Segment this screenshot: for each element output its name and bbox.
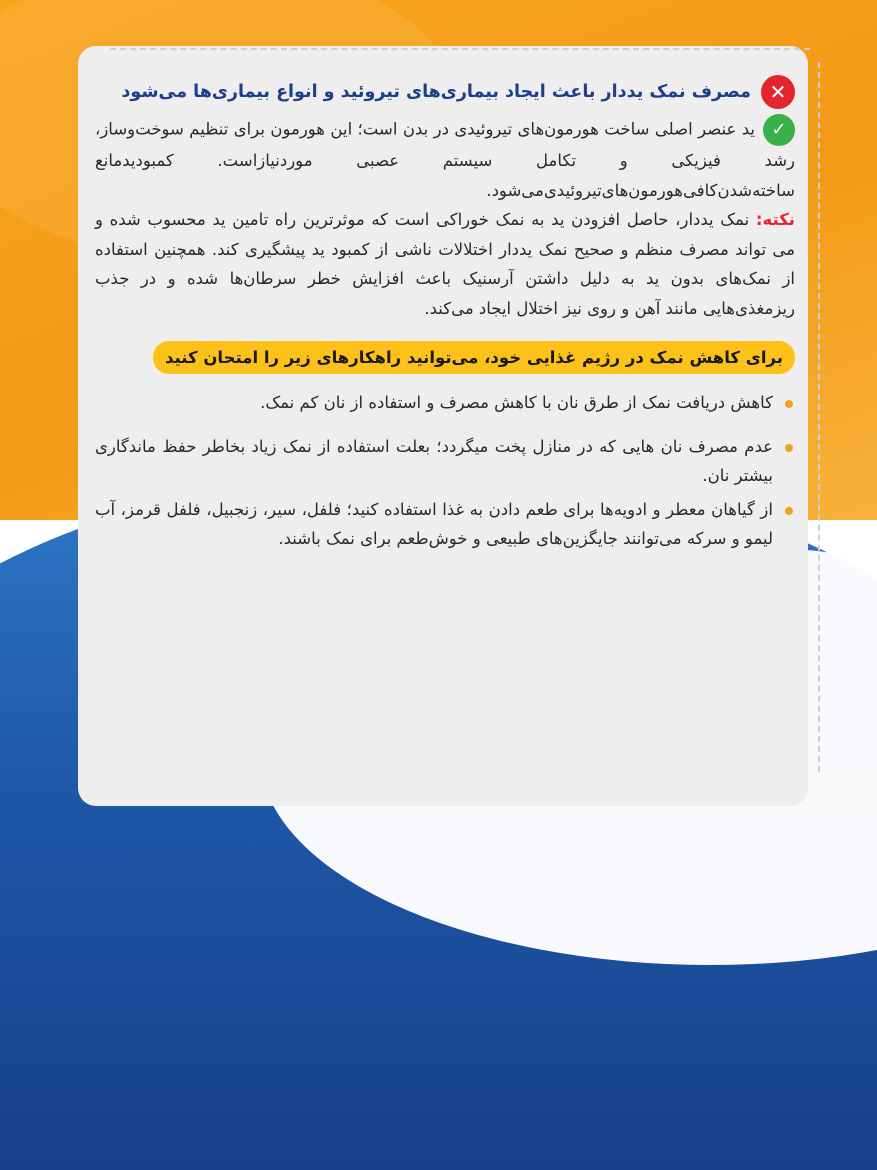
bullet-dot-icon [785,400,793,408]
card-content [95,70,795,554]
tip-text: کاهش دریافت نمک از طرق نان با کاهش مصرف و استفاده از نان کم نمک. [260,393,773,412]
myth-row [95,70,795,114]
tip-item [95,388,795,418]
fact-text: ید عنصر اصلی ساخت هورمون‌های تیروئیدی در بدن است؛ این هورمون برای تنظیم سوخت‌وساز، رشد فیزیکی و تکامل سیستم عصبی موردنیازاست. کمبودیدمانع ساخته‌شدن‌کافی‌هورمون‌های‌تیروئیدی‌می‌شود. [95,119,795,200]
note-paragraph [95,205,795,323]
tip-item [95,432,795,491]
bullet-dot-icon [785,507,793,515]
tips-list [95,388,795,554]
fact-paragraph [95,114,795,205]
dashed-border-right [818,62,820,772]
bullet-dot-icon [785,444,793,452]
tip-text: عدم مصرف نان هایی که در منازل پخت میگردد؛ بعلت استفاده از نمک زیاد بخاطر حفظ ماندگاری بیشتر نان. [95,436,773,485]
tip-item [95,495,795,554]
note-label: نکته: [755,210,795,229]
myth-title: مصرف نمک یددار باعث ایجاد بیماری‌های تیروئید و انواع بیماری‌ها می‌شود [121,82,751,102]
note-text: نمک یددار، حاصل افزودن ید به نمک خوراکی است که موثرترین راه تامین ید محسوب شده و می تواند مصرف منظم و صحیح نمک یددار اختلالات ناشی از کمبود ید پیشگیری کند. همچنین استفاده از نمک‌های بدون ید به دلیل داشتن آرسنیک باعث افزایش خطر سرطان‌ها شده و در جذب ریزمغذی‌هایی مانند آهن و روی نیز اختلال ایجاد می‌کند. [95,210,795,318]
check-mark-icon: ✓ [763,114,795,146]
tip-text: از گیاهان معطر و ادویه‌ها برای طعم دادن به غذا استفاده کنید؛ فلفل، سیر، زنجبیل، فلفل قرمز، آب لیمو و سرکه می‌توانند جایگزین‌های طبیعی و خوش‌طعم برای نمک باشند. [95,499,773,548]
dashed-border-top [110,48,810,50]
tips-banner: برای کاهش نمک در رژیم غذایی خود، می‌توانید راهکارهای زیر را امتحان کنید [153,341,795,374]
x-mark-icon: ✕ [761,75,795,109]
